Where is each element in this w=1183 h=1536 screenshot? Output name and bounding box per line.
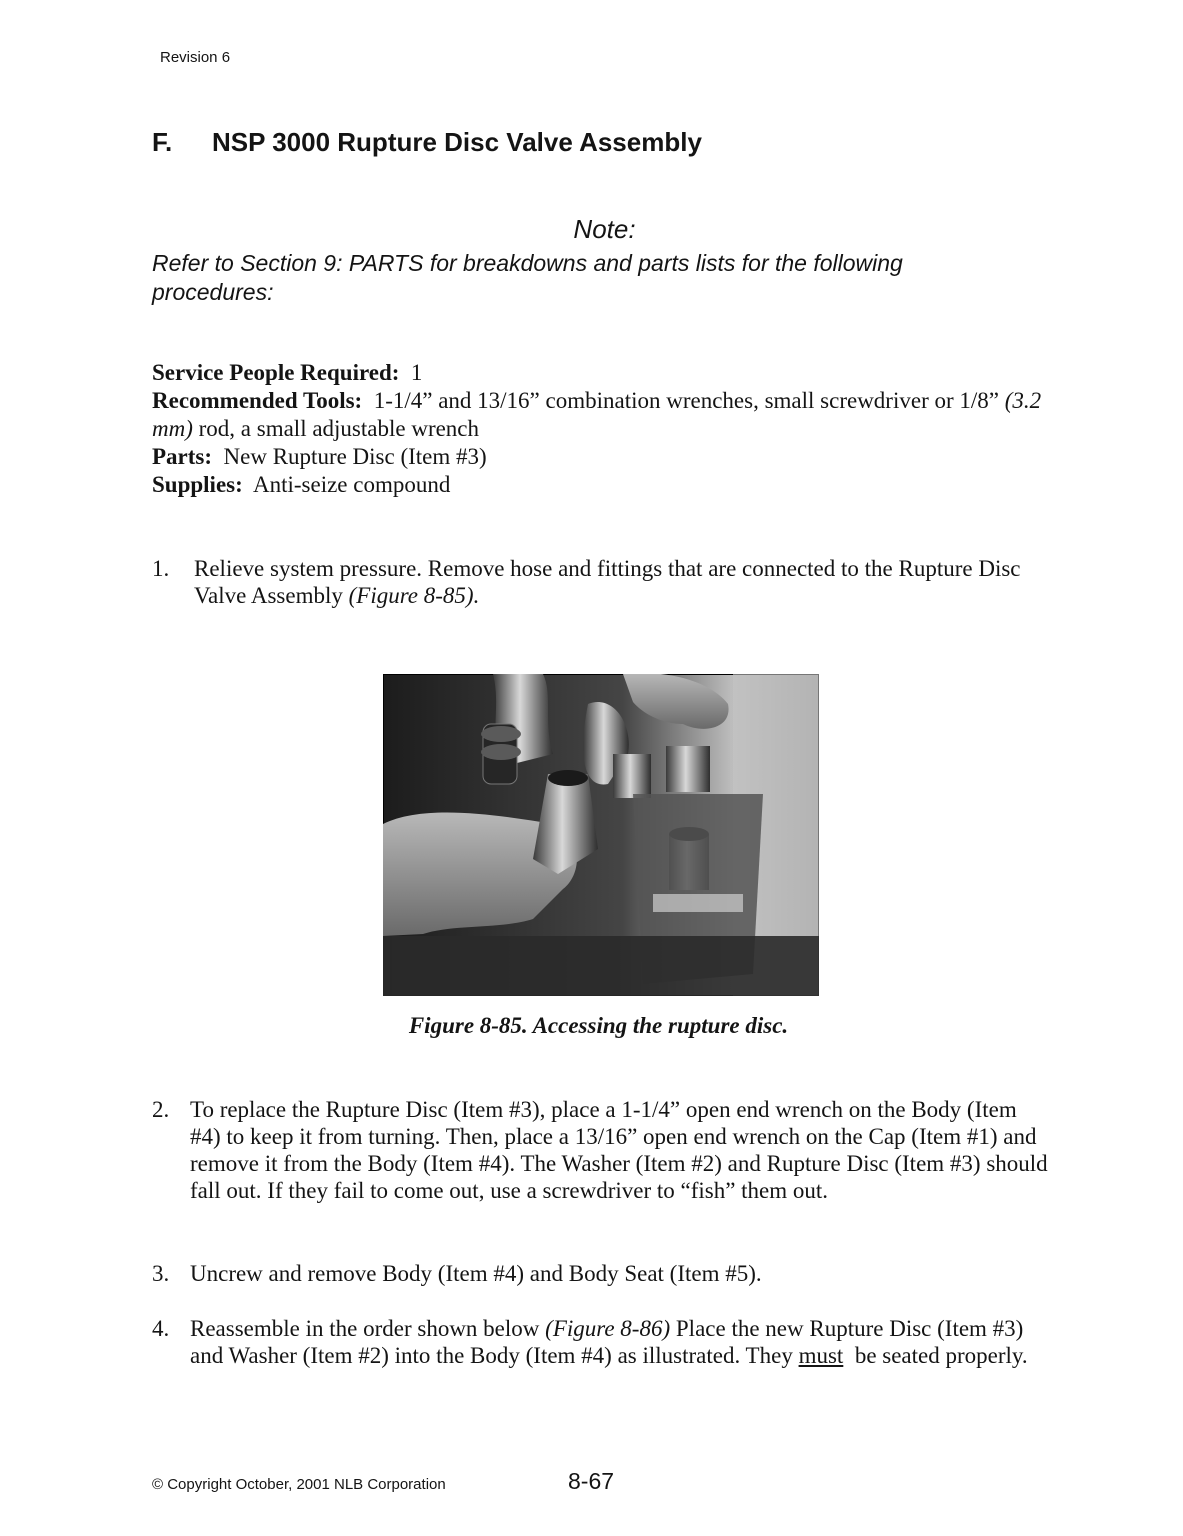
step-number: 1. — [152, 556, 170, 581]
figure-caption-text: Figure 8-85. Accessing the rupture disc. — [408, 1013, 789, 1038]
tools-value-b: rod, a small adjustable wrench — [198, 416, 480, 441]
figure-reference: (Figure 8-86) — [545, 1316, 671, 1341]
figure-reference: (Figure 8-85). — [348, 583, 480, 608]
photo-floor — [383, 936, 819, 996]
section-title — [152, 127, 702, 158]
step-number: 2. — [152, 1097, 170, 1122]
note-text: Refer to Section 9: PARTS for breakdowns and parts lists for the following procedures: — [152, 250, 903, 305]
photo-nut — [666, 746, 710, 792]
copyright-notice: © Copyright October, 2001 NLB Corporation — [152, 1476, 446, 1493]
photo-label-plate — [653, 894, 743, 912]
revision-label: Revision 6 — [160, 49, 231, 66]
service-people-label: Service People Required: — [152, 360, 400, 385]
step-text — [190, 1315, 1052, 1369]
step-text-a: Reassemble in the order shown below — [190, 1316, 540, 1341]
parts-value: New Rupture Disc (Item #3) — [223, 444, 487, 469]
photo-hose-ring — [481, 726, 521, 742]
section-letter: F. — [152, 127, 173, 157]
page-number: 8-67 — [568, 1468, 615, 1494]
figure-caption — [0, 1013, 1183, 1039]
supplies-label: Supplies: — [152, 472, 243, 497]
step-1 — [152, 555, 1052, 609]
tools-value-a: 1-1/4” and 13/16” combination wrenches, small screwdriver or 1/8” — [373, 388, 999, 413]
supplies-line — [152, 471, 1072, 499]
photo-held-opening — [548, 770, 588, 786]
photo-nut — [613, 754, 651, 798]
tools-value-metric: (3.2 mm) — [152, 388, 1042, 441]
note-heading — [0, 214, 1183, 245]
step-text-c: be seated properly. — [854, 1343, 1028, 1368]
supplies-value: Anti-seize compound — [253, 472, 451, 497]
step-number: 3. — [152, 1261, 170, 1286]
step-3 — [152, 1260, 1052, 1287]
step-number: 4. — [152, 1316, 170, 1341]
step-text — [194, 555, 1052, 609]
parts-label: Parts: — [152, 444, 213, 469]
tools-line — [152, 387, 1072, 443]
step-text: Uncrew and remove Body (Item #4) and Body Seat (Item #5). — [190, 1261, 762, 1286]
step-text-b: Place the new Rupture Disc (Item #3) and Washer (Item #2) into the Body (Item #4) as illustrated. They — [190, 1316, 1024, 1368]
tools-label: Recommended Tools: — [152, 388, 363, 413]
section-title-text: NSP 3000 Rupture Disc Valve Assembly — [212, 127, 702, 157]
requirements-block — [152, 359, 1072, 499]
emphasis-must: must — [798, 1343, 844, 1368]
step-2 — [152, 1096, 1052, 1204]
note-heading-text: Note: — [573, 214, 636, 244]
step-text: To replace the Rupture Disc (Item #3), place a 1-1/4” open end wrench on the Body (Item #4) to keep it from turning. Then, place a 13/16” open end wrench on the Cap (Item #1) and remove it from the Body (Item #4). The Washer (Item #2) and Rupture Disc (Item #3) should fall out. If they fail to come out, use a screwdriver to “fish” them out. — [190, 1097, 1048, 1203]
step-4 — [152, 1315, 1052, 1369]
figure-photo — [383, 674, 819, 996]
photo-hose-ring — [481, 744, 521, 760]
service-people-value: 1 — [410, 360, 423, 385]
parts-line — [152, 443, 1072, 471]
step-text-body: Relieve system pressure. Remove hose and fittings that are connected to the Rupture Disc Valve Assembly — [194, 556, 1021, 608]
service-people-line — [152, 359, 1072, 387]
